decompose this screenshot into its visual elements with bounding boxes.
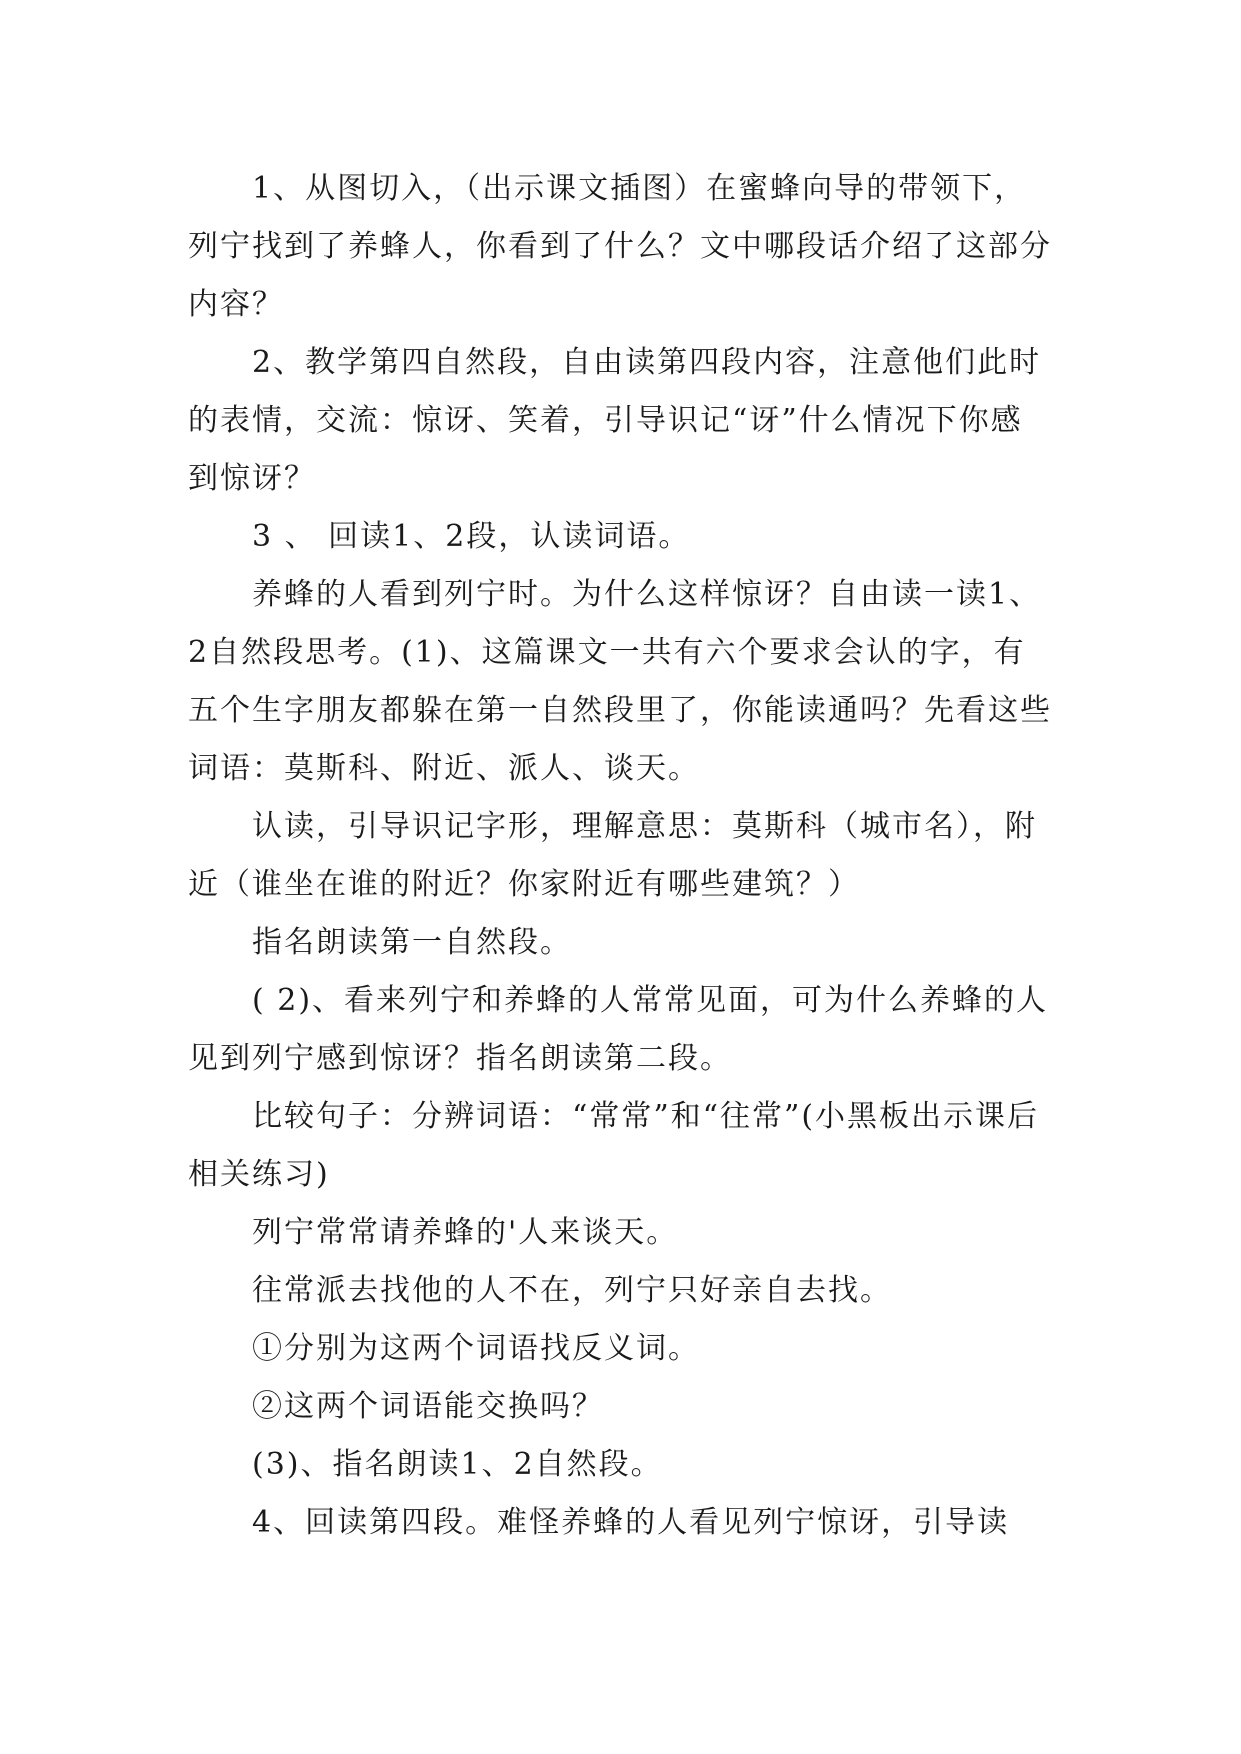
paragraph-10: 往常派去找他的人不在，列宁只好亲自去找。 <box>252 1273 892 1308</box>
paragraph-5: 认读，引导识记字形，理解意思：莫斯科（城市名），附近（谁坐在谁的附近？你家附近有哪些建筑？） <box>188 809 1037 902</box>
paragraph-11: ①分别为这两个词语找反义词。 <box>252 1331 700 1366</box>
paragraph-12: ②这两个词语能交换吗？ <box>252 1389 604 1424</box>
paragraph-6: 指名朗读第一自然段。 <box>252 925 572 960</box>
paragraph-14: 4、回读第四段。难怪养蜂的人看见列宁惊讶，引导读 <box>252 1505 1010 1540</box>
paragraph-3: 3 、 回读1、2段，认读词语。 <box>252 519 691 554</box>
paragraph-8: 比较句子：分辨词语：“常常”和“往常”(小黑板出示课后相关练习) <box>188 1099 1040 1192</box>
document-body <box>188 160 1054 1552</box>
paragraph-1: 1、从图切入，（出示课文插图）在蜜蜂向导的带领下，列宁找到了养蜂人，你看到了什么？文中哪段话介绍了这部分内容？ <box>188 171 1052 322</box>
paragraph-7: ( 2)、看来列宁和养蜂的人常常见面，可为什么养蜂的人见到列宁感到惊讶？指名朗读第二段。 <box>188 983 1049 1076</box>
paragraph-2: 2、教学第四自然段，自由读第四段内容，注意他们此时的表情，交流：惊讶、笑着，引导识记“讶”什么情况下你感到惊讶？ <box>188 345 1042 496</box>
paragraph-9: 列宁常常请养蜂的'人来谈天。 <box>252 1215 679 1250</box>
paragraph-13: (3)、指名朗读1、2自然段。 <box>252 1447 663 1482</box>
paragraph-4: 养蜂的人看到列宁时。为什么这样惊讶？自由读一读1、2自然段思考。(1)、这篇课文一共有六个要求会认的字，有五个生字朋友都躲在第一自然段里了，你能读通吗？先看这些词语：莫斯科、附近、派人、谈天。 <box>188 577 1052 786</box>
